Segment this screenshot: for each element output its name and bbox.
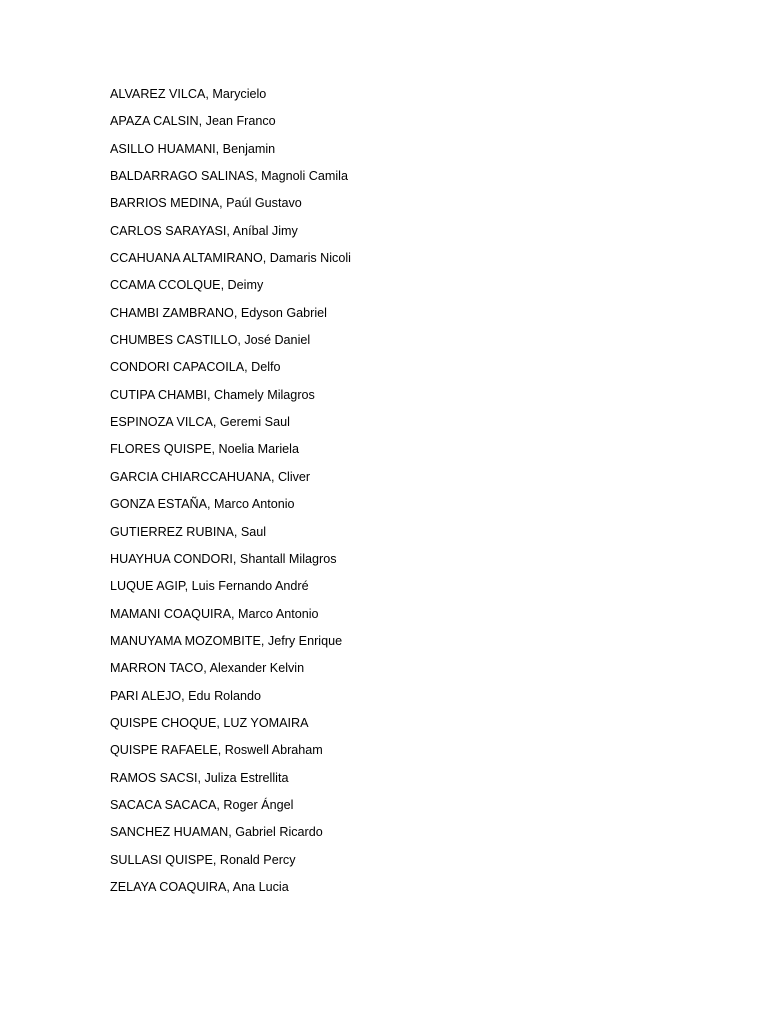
list-item: CHUMBES CASTILLO, José Daniel xyxy=(110,333,311,348)
list-item: ZELAYA COAQUIRA, Ana Lucia xyxy=(110,879,289,894)
list-item: APAZA CALSIN, Jean Franco xyxy=(110,114,276,129)
list-item: PARI ALEJO, Edu Rolando xyxy=(110,688,261,703)
list-item: CONDORI CAPACOILA, Delfo xyxy=(110,360,281,375)
list-item: MANUYAMA MOZOMBITE, Jefry Enrique xyxy=(110,633,343,648)
list-item: GONZA ESTAÑA, Marco Antonio xyxy=(110,497,295,512)
list-item: SANCHEZ HUAMAN, Gabriel Ricardo xyxy=(110,825,323,840)
list-item: RAMOS SACSI, Juliza Estrellita xyxy=(110,770,289,785)
list-item: BALDARRAGO SALINAS, Magnoli Camila xyxy=(110,169,348,184)
list-item: MARRON TACO, Alexander Kelvin xyxy=(110,661,305,676)
list-item: BARRIOS MEDINA, Paúl Gustavo xyxy=(110,196,302,211)
student-name-list xyxy=(110,85,351,905)
list-item: QUISPE RAFAELE, Roswell Abraham xyxy=(110,743,323,758)
list-item: MAMANI COAQUIRA, Marco Antonio xyxy=(110,606,319,621)
list-item: FLORES QUISPE, Noelia Mariela xyxy=(110,442,299,457)
list-item: CCAHUANA ALTAMIRANO, Damaris Nicoli xyxy=(110,251,351,266)
list-item: CCAMA CCOLQUE, Deimy xyxy=(110,278,264,293)
list-item: CUTIPA CHAMBI, Chamely Milagros xyxy=(110,387,315,402)
list-item: GARCIA CHIARCCAHUANA, Cliver xyxy=(110,469,311,484)
list-item: ESPINOZA VILCA, Geremi Saul xyxy=(110,415,290,430)
list-item: CHAMBI ZAMBRANO, Edyson Gabriel xyxy=(110,305,327,320)
list-item: SULLASI QUISPE, Ronald Percy xyxy=(110,852,296,867)
list-item: HUAYHUA CONDORI, Shantall Milagros xyxy=(110,551,337,566)
list-item: ASILLO HUAMANI, Benjamin xyxy=(110,141,276,156)
list-item: GUTIERREZ RUBINA, Saul xyxy=(110,524,267,539)
list-item: SACACA SACACA, Roger Ángel xyxy=(110,797,294,812)
list-item: LUQUE AGIP, Luis Fernando André xyxy=(110,579,309,594)
list-item: QUISPE CHOQUE, LUZ YOMAIRA xyxy=(110,715,309,730)
list-item: ALVAREZ VILCA, Marycielo xyxy=(110,87,267,101)
list-item: CARLOS SARAYASI, Aníbal Jimy xyxy=(110,223,298,238)
